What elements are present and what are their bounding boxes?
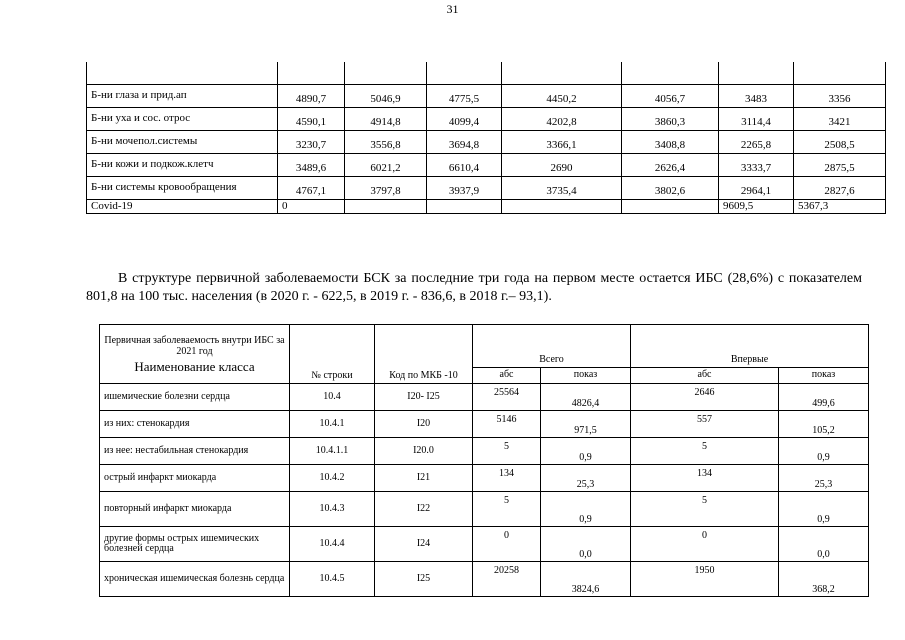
row-name-cell: повторный инфаркт миокарда [100, 492, 290, 527]
total-pokaz-cell: 0,9 [541, 438, 631, 465]
table-row [100, 562, 869, 597]
first-abs-cell: 1950 [631, 562, 779, 597]
row-name-cell: хроническая ишемическая болезнь сердца [100, 562, 290, 597]
total-abs-cell: 134 [473, 465, 541, 492]
first-abs-cell: 2646 [631, 384, 779, 411]
row-no-cell: 10.4.3 [290, 492, 375, 527]
value-cell: 3937,9 [427, 177, 502, 200]
table-row [87, 177, 886, 200]
row-name-cell: другие формы острых ишемических болезней сердца [100, 527, 290, 562]
table-row [87, 200, 886, 214]
row-name-cell: Б-ни мочепол.системы [87, 131, 278, 154]
first-abs-cell: 0 [631, 527, 779, 562]
table-subtitle: Первичная заболеваемость внутри ИБС за 2021 год [104, 334, 285, 358]
first-pokaz-header: показ [779, 368, 869, 384]
row-no-header: № строки [290, 325, 375, 384]
table-row [87, 154, 886, 177]
row-name-cell: ишемические болезни сердца [100, 384, 290, 411]
first-pokaz-cell: 499,6 [779, 384, 869, 411]
value-cell: 3421 [794, 108, 886, 131]
row-no-cell: 10.4 [290, 384, 375, 411]
value-cell: 5367,3 [794, 200, 886, 214]
row-name-cell: Б-ни глаза и прид.ап [87, 85, 278, 108]
value-cell [427, 200, 502, 214]
total-abs-cell: 5 [473, 438, 541, 465]
value-cell: 3366,1 [502, 131, 622, 154]
value-cell [502, 200, 622, 214]
row-no-cell: 10.4.1.1 [290, 438, 375, 465]
row-name-cell: Б-ни системы кровообращения [87, 177, 278, 200]
row-name-cell: Б-ни уха и сос. отрос [87, 108, 278, 131]
value-cell: 4450,2 [502, 85, 622, 108]
total-header: Всего [473, 325, 631, 368]
value-cell: 3556,8 [345, 131, 427, 154]
first-pokaz-cell: 368,2 [779, 562, 869, 597]
value-cell: 4590,1 [278, 108, 345, 131]
first-abs-cell: 134 [631, 465, 779, 492]
value-cell: 4056,7 [622, 85, 719, 108]
value-cell: 4775,5 [427, 85, 502, 108]
table-row [87, 131, 886, 154]
total-abs-cell: 0 [473, 527, 541, 562]
value-cell: 2626,4 [622, 154, 719, 177]
table-row [87, 108, 886, 131]
value-cell: 2690 [502, 154, 622, 177]
ibs-primary-morbidity-table [99, 324, 869, 597]
table-row [100, 438, 869, 465]
total-abs-cell: 5146 [473, 411, 541, 438]
value-cell: 4890,7 [278, 85, 345, 108]
first-pokaz-cell: 105,2 [779, 411, 869, 438]
value-cell [345, 200, 427, 214]
table-row [100, 527, 869, 562]
morbidity-by-class-table [86, 62, 886, 214]
table-header-row [100, 325, 869, 368]
value-cell: 3483 [719, 85, 794, 108]
value-cell: 2508,5 [794, 131, 886, 154]
code-cell: I21 [375, 465, 473, 492]
row-no-cell: 10.4.4 [290, 527, 375, 562]
code-cell: I24 [375, 527, 473, 562]
first-abs-header: абс [631, 368, 779, 384]
first-abs-cell: 557 [631, 411, 779, 438]
value-cell: 6610,4 [427, 154, 502, 177]
value-cell: 9609,5 [719, 200, 794, 214]
first-pokaz-cell: 0,0 [779, 527, 869, 562]
total-abs-cell: 20258 [473, 562, 541, 597]
table-row [100, 465, 869, 492]
row-name-cell: из нее: нестабильная стенокардия [100, 438, 290, 465]
value-cell: 3802,6 [622, 177, 719, 200]
value-cell: 3230,7 [278, 131, 345, 154]
row-no-cell: 10.4.1 [290, 411, 375, 438]
value-cell: 5046,9 [345, 85, 427, 108]
page-number: 31 [446, 2, 459, 16]
first-pokaz-cell: 0,9 [779, 438, 869, 465]
value-cell: 4914,8 [345, 108, 427, 131]
total-pokaz-cell: 0,9 [541, 492, 631, 527]
value-cell: 3408,8 [622, 131, 719, 154]
value-cell: 3356 [794, 85, 886, 108]
first-header: Впервые [631, 325, 869, 368]
total-pokaz-cell: 971,5 [541, 411, 631, 438]
value-cell: 3489,6 [278, 154, 345, 177]
value-cell: 2875,5 [794, 154, 886, 177]
value-cell: 6021,2 [345, 154, 427, 177]
value-cell: 4767,1 [278, 177, 345, 200]
table-row [100, 384, 869, 411]
value-cell: 2265,8 [719, 131, 794, 154]
total-pokaz-cell: 3824,6 [541, 562, 631, 597]
total-pokaz-cell: 25,3 [541, 465, 631, 492]
value-cell: 2827,6 [794, 177, 886, 200]
code-cell: I20- I25 [375, 384, 473, 411]
value-cell: 0 [278, 200, 345, 214]
code-header: Код по МКБ -10 [375, 325, 473, 384]
table-row [100, 411, 869, 438]
code-cell: I25 [375, 562, 473, 597]
row-no-cell: 10.4.5 [290, 562, 375, 597]
first-pokaz-cell: 0,9 [779, 492, 869, 527]
value-cell: 3797,8 [345, 177, 427, 200]
value-cell: 2964,1 [719, 177, 794, 200]
total-abs-header: абс [473, 368, 541, 384]
table-row [100, 492, 869, 527]
total-pokaz-cell: 4826,4 [541, 384, 631, 411]
value-cell: 3694,8 [427, 131, 502, 154]
class-name-header-cell [100, 325, 290, 384]
code-cell: I20.0 [375, 438, 473, 465]
value-cell [622, 200, 719, 214]
row-name-cell: острый инфаркт миокарда [100, 465, 290, 492]
value-cell: 3333,7 [719, 154, 794, 177]
code-cell: I20 [375, 411, 473, 438]
row-name-cell: из них: стенокардия [100, 411, 290, 438]
row-name-cell: Covid-19 [87, 200, 278, 214]
table-header-row [87, 62, 886, 85]
value-cell: 4202,8 [502, 108, 622, 131]
value-cell: 3114,4 [719, 108, 794, 131]
code-cell: I22 [375, 492, 473, 527]
total-abs-cell: 5 [473, 492, 541, 527]
total-abs-cell: 25564 [473, 384, 541, 411]
value-cell: 3735,4 [502, 177, 622, 200]
total-pokaz-cell: 0,0 [541, 527, 631, 562]
row-name-cell: Б-ни кожи и подкож.клетч [87, 154, 278, 177]
first-pokaz-cell: 25,3 [779, 465, 869, 492]
table-row [87, 85, 886, 108]
row-no-cell: 10.4.2 [290, 465, 375, 492]
value-cell: 4099,4 [427, 108, 502, 131]
first-abs-cell: 5 [631, 438, 779, 465]
class-name-header: Наименование класса [134, 358, 255, 374]
total-pokaz-header: показ [541, 368, 631, 384]
ibs-paragraph: В структуре первичной заболеваемости БСК за последние три года на первом месте остается ИБС (28,6%) с показателем 801,8 на 100 тыс. населения (в 2020 г. - 622,5, в 2019 г. - 836,6, в 2018 г.– 93,1). [86, 271, 862, 304]
first-abs-cell: 5 [631, 492, 779, 527]
value-cell: 3860,3 [622, 108, 719, 131]
